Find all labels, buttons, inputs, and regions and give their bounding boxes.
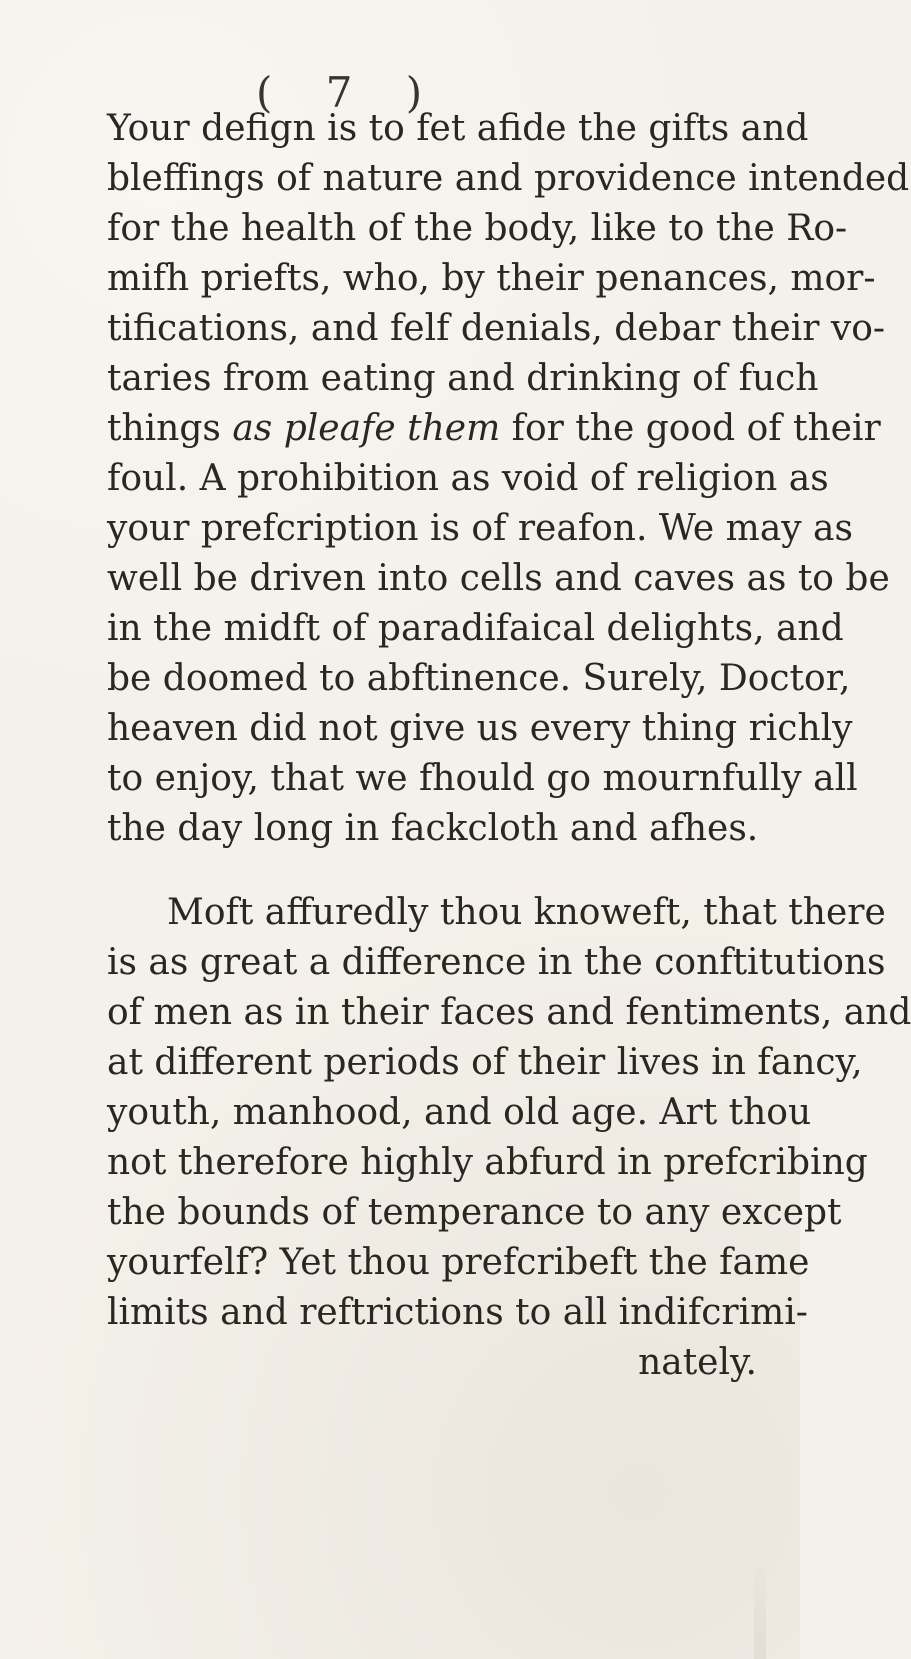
paragraph-1-line-6: taries from eating and drinking of fuch: [107, 358, 819, 399]
paragraph-1-line-5: tifications, and felf denials, debar their vo-: [107, 308, 886, 349]
paragraph-1-line-2: bleffings of nature and providence intended: [107, 158, 910, 199]
paragraph-1-line-7-before: things: [107, 408, 233, 449]
paragraph-2-line-1: Moft affuredly thou knoweft, that there: [167, 892, 886, 933]
paragraph-1-line-9: your prefcription is of reafon. We may as: [107, 508, 853, 549]
paragraph-1-line-14: to enjoy, that we fhould go mournfully all: [107, 758, 858, 799]
paragraph-2-line-3: of men as in their faces and fentiments, and: [107, 992, 911, 1033]
paragraph-1-line-12: be doomed to abftinence. Surely, Doctor,: [107, 658, 851, 699]
paragraph-2-line-5: youth, manhood, and old age. Art thou: [107, 1092, 812, 1133]
paragraph-2-line-10: nately.: [638, 1342, 757, 1383]
paragraph-1-line-10: well be driven into cells and caves as to be: [107, 558, 890, 599]
paragraph-1-line-4: mifh priefts, who, by their penances, mor-: [107, 258, 876, 299]
page-number: ( 7 ): [256, 68, 443, 117]
paragraph-2-line-8: yourfelf? Yet thou prefcribeft the fame: [107, 1242, 810, 1283]
paragraph-2-line-6: not therefore highly abfurd in prefcribing: [107, 1142, 868, 1183]
paragraph-2-line-9: limits and reftrictions to all indifcrimi-: [107, 1292, 808, 1333]
paragraph-1-line-3: for the health of the body, like to the Ro-: [107, 208, 848, 249]
page-edge-shadow: [754, 1550, 766, 1659]
paragraph-1-line-1: Your defign is to fet afide the gifts and: [107, 108, 809, 149]
paragraph-2-line-7: the bounds of temperance to any except: [107, 1192, 842, 1233]
paragraph-1-line-13: heaven did not give us every thing richly: [107, 708, 853, 749]
paragraph-1-line-8: foul. A prohibition as void of religion as: [107, 458, 829, 499]
paragraph-1-line-15: the day long in fackcloth and afhes.: [107, 808, 759, 849]
paragraph-2-line-4: at different periods of their lives in fancy,: [107, 1042, 863, 1083]
paragraph-2-line-2: is as great a difference in the conftitutions: [107, 942, 886, 983]
paragraph-1-line-11: in the midft of paradifaical delights, and: [107, 608, 844, 649]
paragraph-1-line-7: [107, 406, 881, 452]
paragraph-1-line-7-after: for the good of their: [500, 408, 881, 449]
paragraph-1-line-7-italic: as pleafe them: [232, 408, 501, 449]
